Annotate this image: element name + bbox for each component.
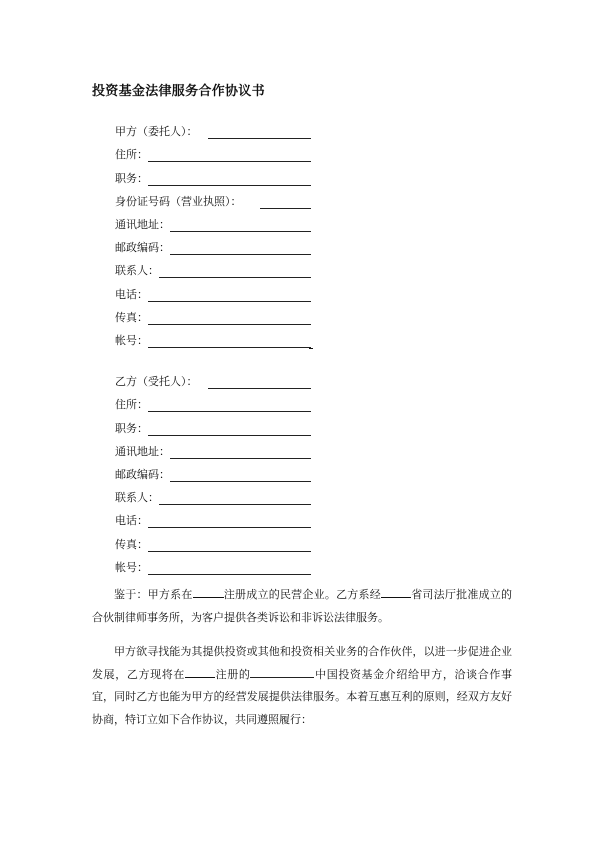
fill-in-line (208, 138, 311, 139)
field-label: 电话： (115, 287, 148, 301)
paragraph-text: 鉴于：甲方系在 (114, 588, 193, 601)
party-a-address-field (115, 143, 315, 166)
party-a-position-field (115, 166, 315, 189)
field-label: 联系人： (115, 491, 159, 505)
fill-in-line (148, 185, 311, 186)
field-label: 乙方（受托人）： (115, 375, 198, 389)
party-a-section (115, 120, 315, 352)
party-b-name-field (115, 370, 315, 393)
field-label: 邮政编码： (115, 467, 170, 481)
party-a-id-field (115, 190, 315, 213)
fill-in-line (159, 277, 311, 278)
field-label: 电话： (115, 514, 148, 528)
field-label: 邮政编码： (115, 241, 170, 255)
fill-in-line (159, 504, 311, 505)
field-label: 甲方（委托人）： (115, 125, 198, 139)
fill-in-line (148, 347, 311, 348)
blank-line (250, 668, 314, 678)
party-a-postcode-field (115, 236, 315, 259)
party-a-phone-field (115, 282, 315, 305)
line-end-mark (309, 348, 313, 349)
party-b-mailing-address-field (115, 440, 315, 463)
field-label: 通讯地址： (115, 217, 170, 231)
fill-in-line (148, 324, 311, 325)
field-label: 职务： (115, 421, 148, 435)
paragraph-text: 中国投资基金介绍给甲方，洽谈合作事宜，同时乙方也能为甲方的经营发展提供法律服务。本着互惠互利的原则，经双方友好协商，特订立如下合作协议，共同遵照履行： (92, 667, 513, 727)
fill-in-line (148, 551, 311, 552)
fill-in-line (170, 254, 311, 255)
fill-in-line (260, 208, 311, 209)
field-label: 住所： (115, 398, 148, 412)
field-label: 传真： (115, 537, 148, 551)
party-a-account-field (115, 329, 315, 352)
document-title: 投资基金法律服务合作协议书 (92, 84, 265, 99)
fill-in-line (170, 481, 311, 482)
fill-in-line (170, 231, 311, 232)
fill-in-line (148, 411, 311, 412)
field-label: 职务： (115, 171, 148, 185)
paragraph-text: 注册成立的民营企业。乙方系经 (223, 588, 381, 601)
field-label: 住所： (115, 148, 148, 162)
fill-in-line (148, 435, 311, 436)
party-b-postcode-field (115, 463, 315, 486)
party-b-position-field (115, 416, 315, 439)
fill-in-line (148, 574, 311, 575)
field-label: 身份证号码（营业执照）： (115, 194, 242, 208)
party-a-fax-field (115, 306, 315, 329)
party-a-name-field (115, 120, 315, 143)
paragraph-text: 注册的 (214, 667, 251, 681)
party-b-phone-field (115, 509, 315, 532)
party-b-contact-field (115, 486, 315, 509)
field-label: 联系人： (115, 264, 159, 278)
party-b-section (115, 370, 315, 579)
blank-line (193, 588, 224, 598)
party-a-contact-field (115, 259, 315, 282)
field-label: 帐号： (115, 560, 148, 574)
purpose-paragraph (92, 641, 512, 732)
paragraph-text: 省司法厅批准成立的合伙制律师事务所，为客户提供各类诉讼和非诉讼法律服务。 (92, 588, 513, 624)
blank-line (381, 588, 411, 598)
field-label: 传真： (115, 310, 148, 324)
fill-in-line (148, 527, 311, 528)
party-b-fax-field (115, 532, 315, 555)
paragraph-text: 甲方欲寻找能为其提供投资或其他和投资相关业务的合作伙伴，以进一步促进企业发展，乙方现将在 (92, 645, 512, 681)
fill-in-line (148, 301, 311, 302)
blank-line (185, 668, 215, 678)
fill-in-line (148, 161, 311, 162)
party-b-account-field (115, 556, 315, 579)
recital-paragraph (92, 584, 512, 629)
party-b-address-field (115, 393, 315, 416)
fill-in-line (208, 388, 311, 389)
field-label: 帐号： (115, 333, 148, 347)
field-label: 通讯地址： (115, 444, 170, 458)
fill-in-line (170, 458, 311, 459)
party-a-mailing-address-field (115, 213, 315, 236)
